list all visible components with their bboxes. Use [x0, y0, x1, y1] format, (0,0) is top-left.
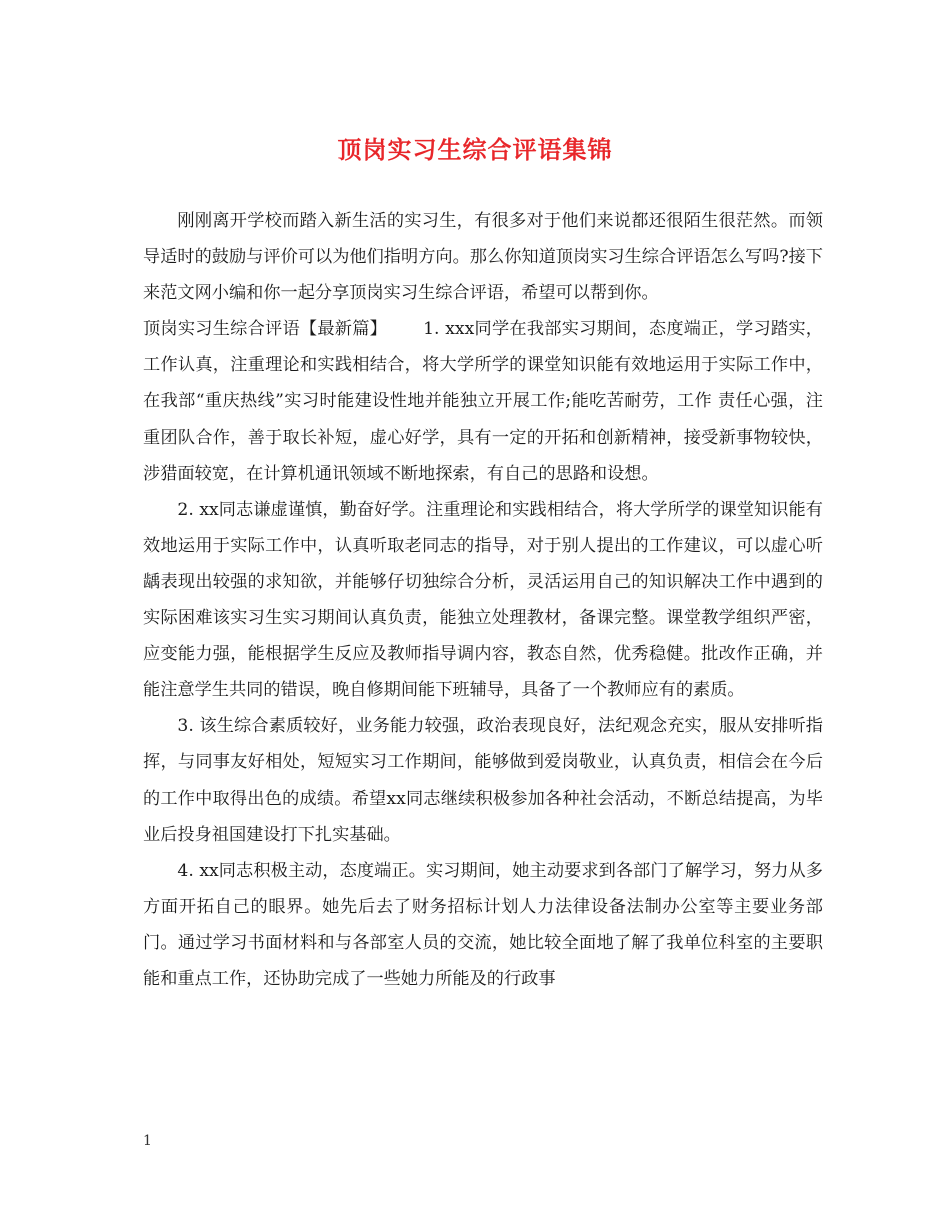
item-1-text: 1. xxx同学在我部实习期间，态度端正，学习踏实，工作认真，注重理论和实践相结合，将大学所学的课堂知识能有效地运用于实际工作中，在我部“重庆热线”实习时能建设性地并能独立开展工作;能吃苦耐劳，工作 责任心强，注重团队合作，善于取长补短，虚心好学，具有一定的开拓和创新精神，接受新事物较快，涉猎面较宽，在计算机通讯领域不断地探索，有自己的思路和设想。	[143, 319, 823, 484]
section-heading: 顶岗实习生综合评语【最新篇】	[143, 319, 388, 340]
document-title: 顶岗实习生综合评语集锦	[337, 135, 613, 164]
item-2-paragraph: 2. xx同志谦虚谨慎，勤奋好学。注重理论和实践相结合，将大学所学的课堂知识能有效地运用于实际工作中，认真听取老同志的指导，对于别人提出的工作建议，可以虚心听龋表现出较强的求知欲，并能够仔切独综合分析，灵活运用自己的知识解决工作中遇到的实际困难该实习生实习期间认真负责，能独立处理教材，备课完整。课堂教学组织严密，应变能力强，能根据学生反应及教师指导调内容，教态自然，优秀稳健。批改作正确，并能注意学生共同的错误，晚自修期间能下班辅导，具备了一个教师应有的素质。	[143, 499, 823, 701]
section-paragraph-1	[143, 311, 823, 491]
page-number: 1	[143, 1133, 152, 1149]
document-body	[143, 203, 823, 997]
intro-paragraph: 刚刚离开学校而踏入新生活的实习生，有很多对于他们来说都还很陌生很茫然。而领导适时的鼓励与评价可以为他们指明方向。那么你知道顶岗实习生综合评语怎么写吗?接下来范文网小编和你一起分享顶岗实习生综合评语，希望可以帮到你。	[143, 211, 823, 304]
item-4-paragraph: 4. xx同志积极主动，态度端正。实习期间，她主动要求到各部门了解学习，努力从多方面开拓自己的眼界。她先后去了财务招标计划人力法律设备法制办公室等主要业务部门。通过学习书面材料和与各部室人员的交流，她比较全面地了解了我单位科室的主要职能和重点工作，还协助完成了一些她力所能及的行政事	[143, 860, 823, 989]
item-3-paragraph: 3. 该生综合素质较好，业务能力较强，政治表现良好，法纪观念充实，服从安排听指挥，与同事友好相处，短短实习工作期间，能够做到爱岗敬业，认真负责，相信会在今后的工作中取得出色的成绩。希望xx同志继续积极参加各种社会活动，不断总结提高，为毕业后投身祖国建设打下扎实基础。	[143, 716, 823, 845]
